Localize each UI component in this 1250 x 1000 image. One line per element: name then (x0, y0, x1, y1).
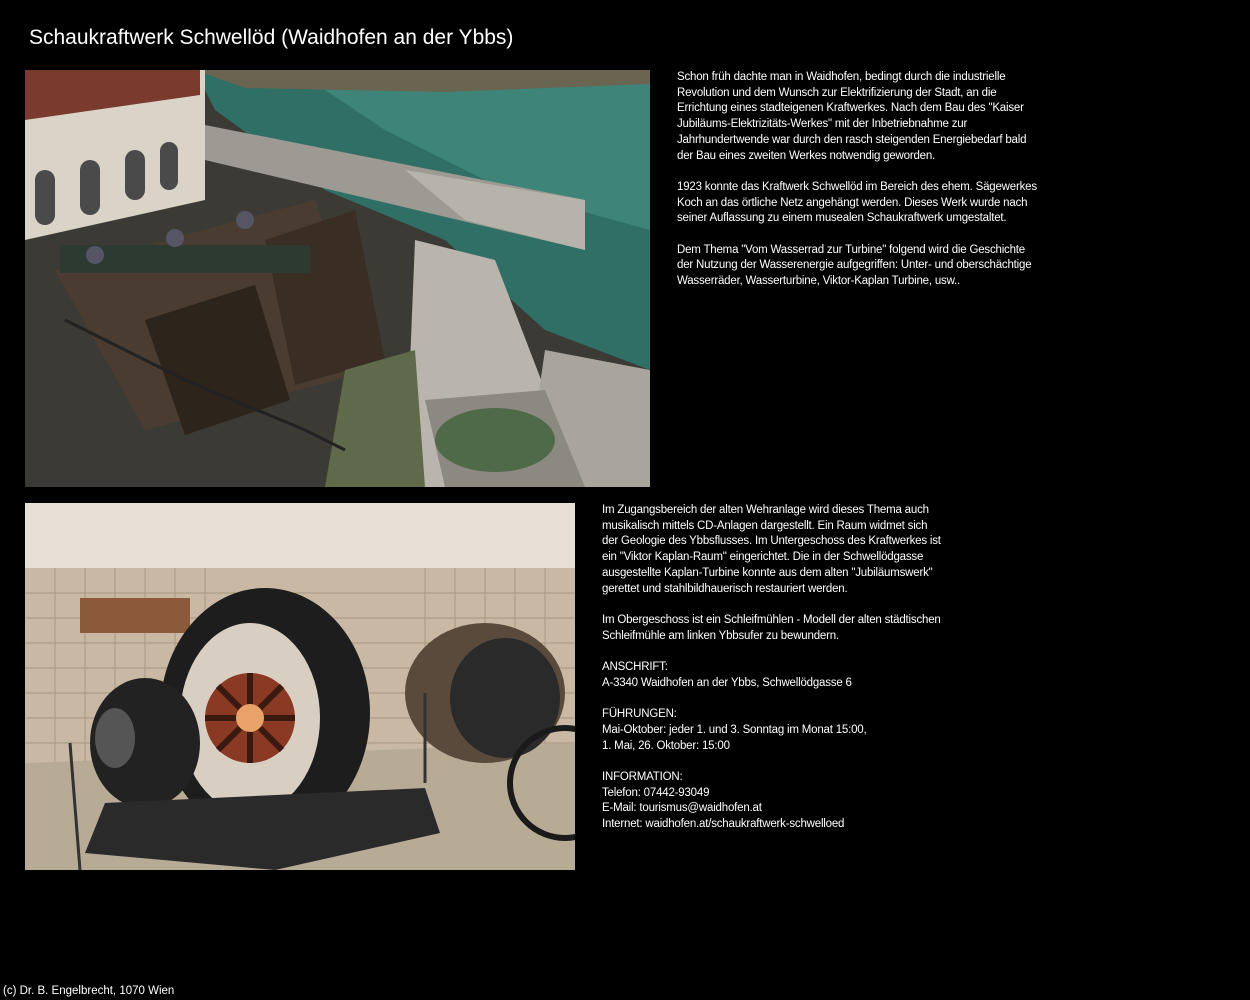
info-paragraph-2: Im Obergeschoss ist ein Schleifmühlen - Modell der alten städtischen Schleifmühle am linken Ybbsufer zu bewundern. (602, 613, 941, 642)
address-block: ANSCHRIFT: A-3340 Waidhofen an der Ybbs, Schwellödgasse 6 (602, 661, 852, 689)
copyright-footer: (c) Dr. B. Engelbrecht, 1070 Wien (3, 985, 175, 997)
history-paragraph-1: Schon früh dachte man in Waidhofen, bedingt durch die industrielle Revolution und dem Wunsch zur Elektrifizierung der Stadt, an die Errichtung eines stadteigenen Kraftwerkes. Nach dem Bau des "Kaiser Jubiläums-Elektrizitäts-Werkes" mit der Inbetriebnahme zur Jahrhundertwende war durch den rasch steigenden Energiebedarf bald der Bau eines zweiten Werkes notwendig geworden. (677, 71, 1027, 162)
generator-interior-photo (25, 503, 575, 870)
history-paragraph-2: 1923 konnte das Kraftwerk Schwellöd im Bereich des ehem. Sägewerkes Koch an das örtliche Netz angehängt werden. Dieses Werk wurde nach seiner Auflassung zu einem musealen Schaukraftwerk umgestaltet. (677, 180, 1037, 225)
info-paragraph-1: Im Zugangsbereich der alten Wehranlage wird dieses Thema auch musikalisch mittels CD-Anlagen dargestellt. Ein Raum widmet sich der Geologie des Ybbsflusses. Im Untergeschoss des Kraftwerkes ist ein "Viktor Kaplan-Raum" eingerichtet. Die in der Schwellödgasse ausgestellte Kaplan-Turbine konnte aus dem alten "Jubiläumswerk" gerettet und stahlbildhauerisch restauriert werden. (602, 504, 941, 595)
history-text (677, 70, 1097, 306)
visitor-info-text (602, 503, 1002, 848)
history-paragraph-3: Dem Thema "Vom Wasserrad zur Turbine" folgend wird die Geschichte der Nutzung der Wasserenergie aufgegriffen: Unter- und oberschächtige Wasserräder, Wasserturbine, Viktor-Kaplan Turbine, usw.. (677, 243, 1032, 288)
page-title: Schaukraftwerk Schwellöd (Waidhofen an der Ybbs) (29, 26, 514, 49)
tours-block: FÜHRUNGEN: Mai-Oktober: jeder 1. und 3. Sonntag im Monat 15:00, 1. Mai, 26. Oktober: 15:00 (602, 708, 867, 752)
contact-block: INFORMATION: Telefon: 07442-93049 E-Mail: tourismus@waidhofen.at Internet: waidhofen.at/schaukraftwerk-schwelloed (602, 770, 845, 830)
power-station-exterior-photo (25, 70, 650, 487)
